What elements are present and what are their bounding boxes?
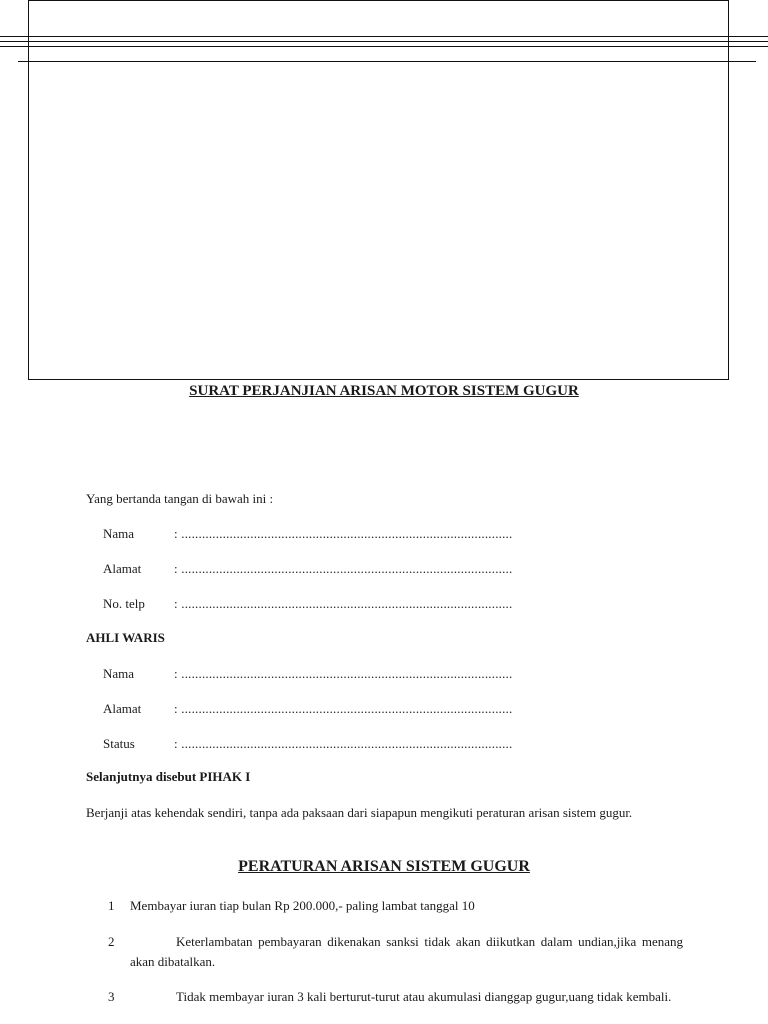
header-frame (28, 0, 729, 380)
document-title: SURAT PERJANJIAN ARISAN MOTOR SISTEM GUGUR (189, 383, 579, 399)
field-label: No. telp (103, 596, 145, 611)
rule-text (130, 987, 683, 1007)
rule-text-content: Keterlambatan pembayaran dikenakan sanksi tidak akan diikutkan dalam undian,jika menang akan dibatalkan. (130, 934, 683, 969)
field-dots: : ................................................................................................ (174, 561, 513, 576)
ahli-waris-heading: AHLI WARIS (86, 630, 165, 645)
rule-number: 2 (108, 934, 115, 949)
field-dots: : ................................................................................................ (174, 596, 513, 611)
field-label: Alamat (103, 701, 142, 716)
field-row-alamat (103, 559, 563, 579)
pihak-label: Selanjutnya disebut PIHAK I (86, 769, 251, 784)
field-label: Alamat (103, 561, 142, 576)
rule-text: Membayar iuran tiap bulan Rp 200.000,- paling lambat tanggal 10 (130, 898, 475, 913)
field-row-alamat (103, 699, 563, 719)
rule-number: 1 (108, 898, 115, 913)
field-dots: : ................................................................................................ (174, 701, 513, 716)
field-label: Status (103, 736, 135, 751)
field-row-telp (103, 594, 563, 614)
field-label: Nama (103, 666, 135, 681)
field-dots: : ................................................................................................ (174, 526, 513, 541)
field-row-status (103, 734, 563, 754)
field-row-nama (103, 524, 563, 544)
rules-title: PERATURAN ARISAN SISTEM GUGUR (238, 858, 530, 875)
intro-text: Yang bertanda tangan di bawah ini : (86, 491, 274, 506)
field-dots: : ................................................................................................ (174, 666, 513, 681)
field-row-nama (103, 664, 563, 684)
field-label: Nama (103, 526, 135, 541)
field-dots: : ................................................................................................ (174, 736, 513, 751)
rule-number: 3 (108, 989, 115, 1004)
rule-text (130, 932, 683, 972)
rule-text-content: Tidak membayar iuran 3 kali berturut-turut atau akumulasi dianggap gugur,uang tidak kembali. (176, 989, 672, 1004)
agreement-text: Berjanji atas kehendak sendiri, tanpa ada paksaan dari siapapun mengikuti peraturan arisan sistem gugur. (86, 805, 633, 820)
